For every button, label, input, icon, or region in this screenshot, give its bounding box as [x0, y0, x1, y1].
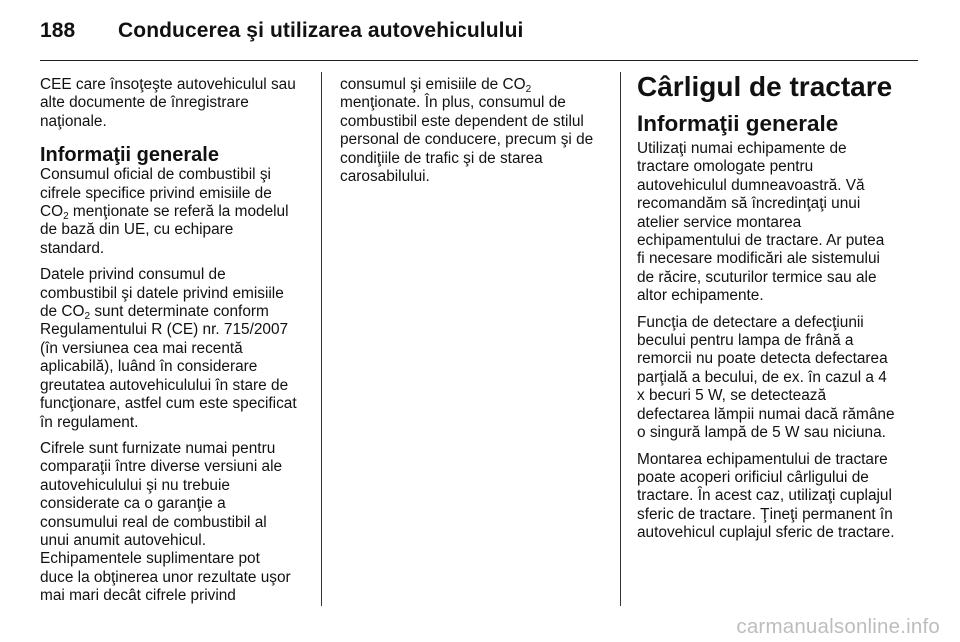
text-line: remorcii nu poate detecta defectarea	[637, 350, 888, 368]
text-line	[40, 203, 312, 221]
text-line: tractare omologate pentru	[637, 158, 814, 176]
text-line	[40, 303, 312, 321]
text-line: autovehicul cuplajul sferic de tractare.	[637, 524, 895, 542]
page-header	[40, 14, 920, 48]
page-number: 188	[40, 19, 76, 42]
text-line: comparaţii între diverse versiuni ale	[40, 458, 283, 476]
section-heading: Informaţii generale	[637, 111, 839, 136]
text-line: considerate ca o garanţie a	[40, 495, 226, 513]
text-line: autovehiculului şi nu trebuie	[40, 476, 230, 494]
paragraph	[637, 140, 912, 306]
text-line: alte documente de înregistrare	[40, 94, 249, 112]
chapter-title: Conducerea şi utilizarea autovehiculului	[118, 19, 524, 42]
text-line: standard.	[40, 239, 105, 257]
chapter-section-title: Cârligul de tractare	[637, 71, 893, 102]
column-divider	[620, 72, 621, 606]
text-line: o singură lampă de 5 W sau niciuna.	[637, 424, 886, 442]
text-line: poate acoperi orificiul cârligului de	[637, 468, 869, 486]
text-line: cifrele specifice privind emisiile de	[40, 184, 272, 202]
subscript: 2	[525, 84, 532, 95]
text-line: Regulamentului R (CE) nr. 715/2007	[40, 321, 289, 339]
text-line: Echipamentele suplimentare pot	[40, 550, 260, 568]
text-fragment: CO	[40, 203, 64, 221]
header-rule	[40, 60, 918, 61]
paragraph	[637, 314, 912, 443]
text-line: combustibil şi datele privind emisiile	[40, 284, 284, 302]
text-line: Consumul oficial de combustibil şi	[40, 166, 271, 184]
text-line: combustibil este dependent de stilul	[340, 112, 584, 130]
paragraph	[40, 166, 312, 258]
paragraph	[637, 451, 912, 543]
watermark-link[interactable]: carmanualsonline.info	[736, 615, 940, 638]
text-line: x becuri 5 W, se detectează	[637, 387, 827, 405]
column-middle	[340, 76, 605, 194]
text-line: becului pentru lampa de frână a	[637, 332, 854, 350]
subscript: 2	[63, 211, 69, 223]
text-line: CEE care însoţeşte autovehiculul sau	[40, 76, 296, 93]
text-line: naţionale.	[40, 112, 107, 130]
text-line: fi necesare modificări ale sistemului	[637, 250, 880, 268]
text-line: Cifrele sunt furnizate numai pentru	[40, 439, 276, 457]
text-line: condiţiile de trafic şi de starea	[340, 149, 543, 167]
text-line: Montarea echipamentului de tractare	[637, 450, 888, 468]
paragraph	[340, 76, 605, 186]
text-line: de răcire, scuturilor termice sau ale	[637, 268, 877, 286]
text-line: de bază din UE, cu echipare	[40, 221, 234, 239]
column-left	[40, 76, 312, 614]
text-line: menţionate. În plus, consumul de	[340, 94, 566, 112]
text-line: carosabilului.	[340, 168, 430, 186]
text-line	[340, 76, 605, 94]
text-line: personal de conducere, precum şi de	[340, 131, 594, 149]
text-line: unui anumit autovehicul.	[40, 531, 206, 549]
paragraph	[40, 76, 312, 131]
paragraph	[40, 266, 312, 432]
text-line: greutatea autovehiculului în stare de	[40, 376, 289, 394]
text-line: Datele privind consumul de	[40, 266, 226, 284]
text-fragment: de CO	[40, 303, 85, 321]
text-line: aplicabilă), luând în considerare	[40, 358, 258, 376]
column-divider	[321, 72, 322, 606]
text-line: recomandăm să încredinţaţi unui	[637, 195, 861, 213]
text-line: consumului real de combustibil al	[40, 513, 267, 531]
text-line: tractare. În acest caz, utilizaţi cuplajul	[637, 487, 892, 505]
text-line: mai mari decât cifrele privind	[40, 587, 236, 605]
text-line: defectarea lămpii numai dacă rămâne	[637, 405, 895, 423]
text-line: altor echipamente.	[637, 287, 764, 305]
text-line: parţială a becului, de ex. în cazul a 4	[637, 368, 887, 386]
text-line: (în versiunea cea mai recentă	[40, 339, 243, 357]
text-line: funcţionare, astfel cum este specificat	[40, 395, 297, 413]
text-line: în regulament.	[40, 413, 139, 431]
text-fragment: sunt determinate conform	[90, 303, 269, 321]
text-fragment: menţionate se referă la modelul	[68, 203, 289, 221]
column-right	[637, 72, 912, 551]
text-line: Funcţia de detectare a defecţiunii	[637, 313, 864, 331]
text-fragment: consumul şi emisiile de CO	[340, 76, 526, 93]
text-line: echipamentului de tractare. Ar putea	[637, 232, 885, 250]
paragraph	[40, 440, 312, 606]
section-heading: Informaţii generale	[40, 144, 219, 167]
text-line: Utilizaţi numai echipamente de	[637, 140, 847, 157]
text-line: sferic de tractare. Ţineţi permanent în	[637, 505, 893, 523]
text-line: atelier service montarea	[637, 213, 802, 231]
text-line: duce la obţinerea unor rezultate uşor	[40, 568, 291, 586]
subscript: 2	[84, 311, 91, 323]
text-line: autovehiculul dumneavoastră. Vă	[637, 176, 865, 194]
